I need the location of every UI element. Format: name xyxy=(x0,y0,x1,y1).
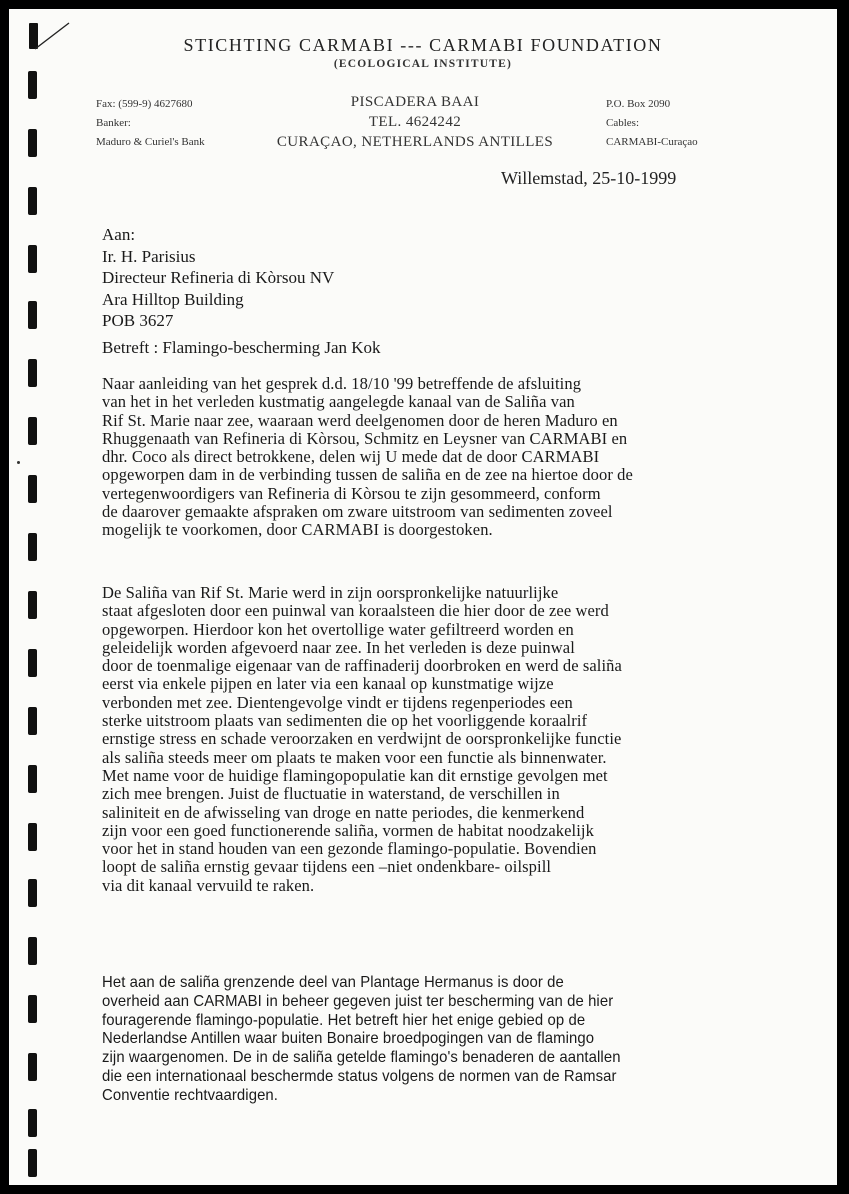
binder-hole xyxy=(28,417,37,445)
header-contact-left xyxy=(96,95,205,152)
text-line: vertegenwoordigers van Refineria di Kòrsou te zijn gesommeerd, conform xyxy=(102,483,601,503)
text-line: door de toenmalige eigenaar van de raffinaderij doorbroken en werd de saliña xyxy=(102,656,622,676)
text-line: saliniteit en de afwisseling van droge en natte periodes, die kenmerkend xyxy=(102,802,585,822)
text-line: Rif St. Marie naar zee, waaraan werd deelgenomen door de heren Maduro en xyxy=(102,410,618,430)
recipient-address xyxy=(102,224,334,332)
text-line: zijn waargenomen. De in de saliña getelde flamingo's benaderen de aantallen xyxy=(102,1049,621,1067)
text-line: Conventie rechtvaardigen. xyxy=(102,1086,279,1104)
address-line: Ir. H. Parisius xyxy=(102,246,196,266)
text-line: verbonden met zee. Dientengevolge vindt er tijdens regenperiodes een xyxy=(102,692,573,712)
text-line: Naar aanleiding van het gesprek d.d. 18/10 '99 betreffende de afsluiting xyxy=(102,374,582,393)
binder-hole xyxy=(28,879,37,907)
text-line: zich mee brengen. Juist de fluctuatie in waterstand, de verschillen in xyxy=(102,784,560,804)
binder-hole xyxy=(28,71,37,99)
text-line: opgeworpen dam in de verbinding tussen de saliña en de zee na hiertoe door de xyxy=(102,465,633,485)
text-line: Het aan de saliña grenzende deel van Plantage Hermanus is door de xyxy=(102,974,564,991)
header-contact-right xyxy=(606,95,698,152)
org-subtitle: (ECOLOGICAL INSTITUTE) xyxy=(333,58,513,70)
address-line: Directeur Refineria di Kòrsou NV xyxy=(102,268,335,287)
text-line: eerst via enkele pijpen en later via een kanaal op kunstmatige wijze xyxy=(102,674,554,694)
binder-hole xyxy=(28,1109,37,1137)
text-line: voor het in stand houden van een gezonde flamingo-populatie. Bovendien xyxy=(102,839,597,859)
address-line: Ara Hilltop Building xyxy=(102,289,244,309)
text-line: overheid aan CARMABI in beheer gegeven juist ter bescherming van de hier xyxy=(102,992,614,1010)
binder-hole xyxy=(28,995,37,1023)
paragraph-1 xyxy=(102,375,742,540)
binder-hole xyxy=(28,301,37,329)
text-line: De Saliña van Rif St. Marie werd in zijn oorspronkelijke natuurlijke xyxy=(102,583,559,602)
city-line: CURAÇAO, NETHERLANDS ANTILLES xyxy=(276,134,554,150)
letter-date: Willemstad, 25-10-1999 xyxy=(501,168,677,188)
binder-hole xyxy=(28,823,37,851)
text-line: opgeworpen. Hierdoor kon het overtollige water gefiltreerd worden en xyxy=(102,619,574,639)
paragraph-2 xyxy=(102,584,742,895)
text-line: Met name voor de huidige flamingopopulatie kan dit ernstige gevolgen met xyxy=(102,765,608,785)
binder-hole xyxy=(28,937,37,965)
text-line: van het in het verleden kustmatig aangelegde kanaal van de Saliña van xyxy=(102,392,575,412)
text-line: Nederlandse Antillen waar buiten Bonaire broedpogingen van de flamingo xyxy=(102,1030,595,1048)
paragraph-3 xyxy=(102,974,697,1106)
binder-hole xyxy=(28,187,37,215)
text-line: ernstige stress en schade veroorzaken en verdwijnt de oorspronkelijke functie xyxy=(102,729,622,749)
text-line: via dit kanaal vervuild te raken. xyxy=(102,875,315,895)
address-line: Aan: xyxy=(102,225,136,244)
cables-name: CARMABI-Curaçao xyxy=(606,136,698,148)
text-line: als saliña steeds meer om plaats te maken voor een functie als binnenwater. xyxy=(102,747,607,767)
binder-hole xyxy=(28,649,37,677)
street-line: PISCADERA BAAI xyxy=(350,94,480,110)
po-box-line: P.O. Box 2090 xyxy=(606,98,671,110)
text-line: sterke uitstroom plaats van sedimenten die op het voorliggende koraalrif xyxy=(102,711,588,731)
subject-line: Betreft : Flamingo-bescherming Jan Kok xyxy=(102,338,381,357)
text-line: staat afgesloten door een puinwal van koraalsteen die hier door de zee werd xyxy=(102,601,609,621)
text-line: Rhuggenaath van Refineria di Kòrsou, Schmitz en Leysner van CARMABI en xyxy=(102,428,628,448)
binder-hole xyxy=(28,707,37,735)
text-line: fouragerende flamingo-populatie. Het betreft hier het enige gebied op de xyxy=(102,1011,586,1029)
fax-line: Fax: (599-9) 4627680 xyxy=(96,98,193,110)
org-name: STICHTING CARMABI --- CARMABI FOUNDATION xyxy=(183,35,663,55)
binder-hole xyxy=(28,1053,37,1081)
binder-hole xyxy=(28,765,37,793)
text-line: die een internationaal beschermde status volgens de normen van de Ramsar xyxy=(102,1067,617,1085)
binder-hole xyxy=(28,475,37,503)
binder-hole xyxy=(28,359,37,387)
scan-speck xyxy=(17,461,20,464)
header-address-center xyxy=(265,92,565,152)
binder-hole xyxy=(28,129,37,157)
text-line: zijn voor een goed functionerende saliña, vormen de habitat noodzakelijk xyxy=(102,820,594,840)
text-line: geleidelijk worden afgevoerd naar zee. In het verleden is deze puinwal xyxy=(102,637,575,657)
binder-hole xyxy=(28,591,37,619)
cables-label: Cables: xyxy=(606,117,639,129)
phone-line: TEL. 4624242 xyxy=(368,114,462,130)
letter-page xyxy=(9,9,837,1185)
text-line: de daarover gemaakte afspraken om zware uitstroom van sedimenten zoveel xyxy=(102,502,613,522)
binder-hole xyxy=(28,245,37,273)
address-line: POB 3627 xyxy=(102,311,174,330)
binder-hole xyxy=(28,533,37,561)
text-line: dhr. Coco als direct betrokkene, delen wij U mede dat de door CARMABI xyxy=(102,447,600,467)
banker-name: Maduro & Curiel's Bank xyxy=(96,136,205,148)
text-line: loopt de saliña ernstig gevaar tijdens een –niet ondenkbare- oilspill xyxy=(102,857,552,877)
banker-label: Banker: xyxy=(96,117,131,129)
text-line: mogelijk te voorkomen, door CARMABI is doorgestoken. xyxy=(102,520,493,540)
binder-hole xyxy=(28,1149,37,1177)
